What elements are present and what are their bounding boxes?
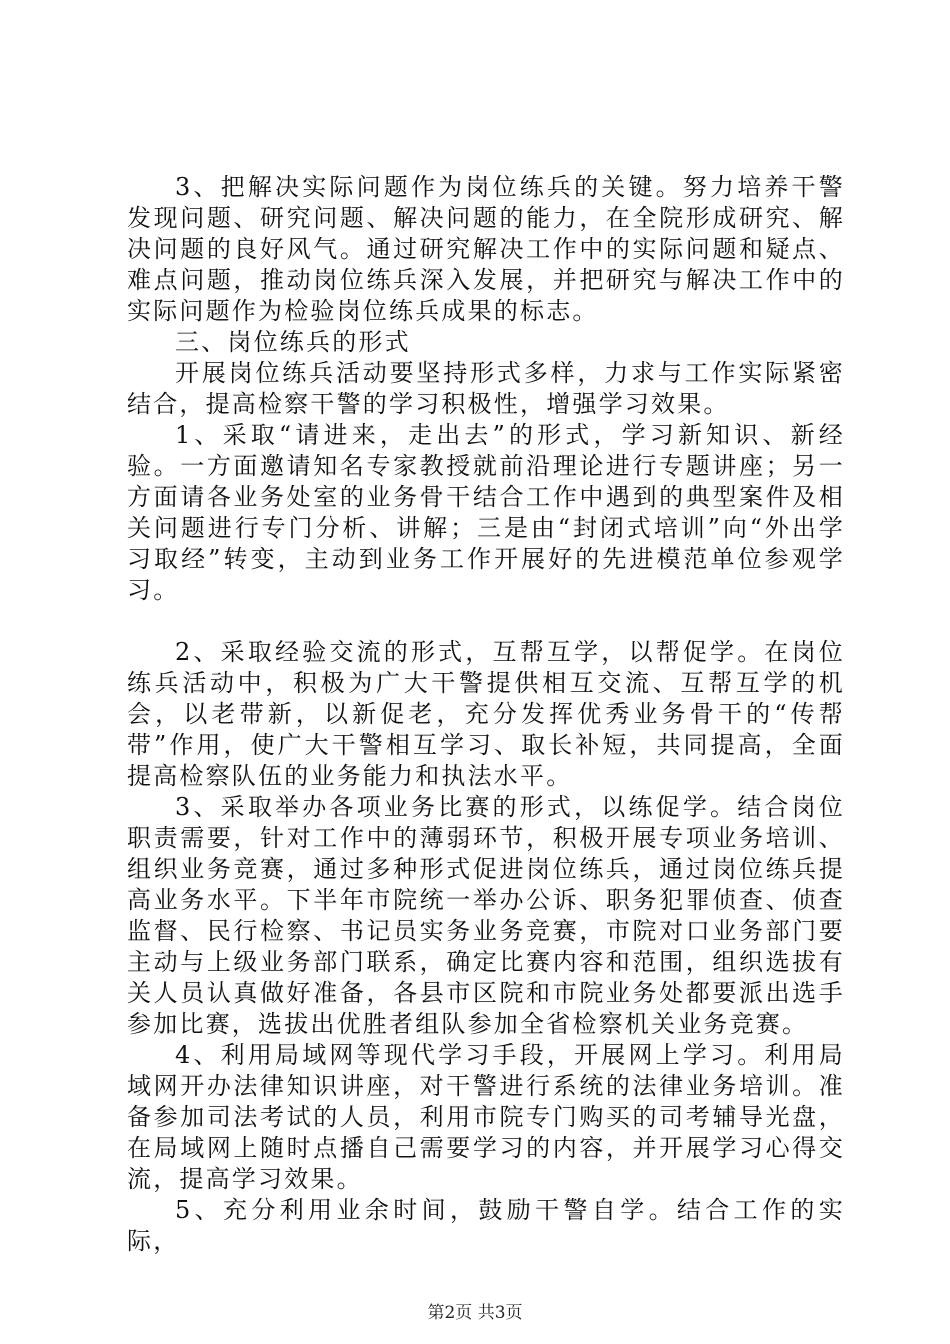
paragraph-online-learning: 4、利用局域网等现代学习手段，开展网上学习。利用局域网开办法律知识讲座，对干警进行系统的法律业务培训。准备参加司法考试的人员，利用市院专门购买的司考辅导光盘，在局域网上随时点播自己需要学习的内容，并开展学习心得交流，提高学习效果。 (127, 1041, 845, 1193)
page-number-footer: 第2页 共3页 (427, 1303, 523, 1323)
paragraph-forms-intro: 开展岗位练兵活动要坚持形式多样，力求与工作实际紧密结合，提高检察干警的学习积极性，增强学习效果。 (127, 359, 845, 418)
section-heading-training-forms: 三、岗位练兵的形式 (175, 328, 411, 356)
paragraph-experience-exchange: 2、采取经验交流的形式，互帮互学，以帮促学。在岗位练兵活动中，积极为广大干警提供相互交流、互帮互学的机会，以老带新，以新促老，充分发挥优秀业务骨干的“传帮带”作用，使广大干警相互学习、取长补短，共同提高，全面提高检察队伍的业务能力和执法水平。 (127, 638, 845, 790)
paragraph-key-practical-problems: 3、把解决实际问题作为岗位练兵的关键。努力培养干警发现问题、研究问题、解决问题的能力，在全院形成研究、解决问题的良好风气。通过研究解决工作中的实际问题和疑点、难点问题，推动岗位练兵深入发展，并把研究与解决工作中的实际问题作为检验岗位练兵成果的标志。 (127, 173, 845, 325)
paragraph-invite-and-go-out: 1、采取“请进来，走出去”的形式，学习新知识、新经验。一方面邀请知名专家教授就前沿理论进行专题讲座；另一方面请各业务处室的业务骨干结合工作中遇到的典型案件及相关问题进行专门分析、讲解；三是由“封闭式培训”向“外出学习取经”转变，主动到业务工作开展好的先进模范单位参观学习。 (127, 421, 845, 604)
paragraph-business-competitions: 3、采取举办各项业务比赛的形式，以练促学。结合岗位职责需要，针对工作中的薄弱环节，积极开展专项业务培训、组织业务竞赛，通过多种形式促进岗位练兵，通过岗位练兵提高业务水平。下半年市院统一举办公诉、职务犯罪侦查、侦查监督、民行检察、书记员实务业务竞赛，市院对口业务部门要主动与上级业务部门联系，确定比赛内容和范围，组织选拔有关人员认真做好准备，各县市区院和市院业务处都要派出选手参加比赛，选拔出优胜者组队参加全省检察机关业务竞赛。 (127, 793, 845, 1038)
document-body (127, 172, 845, 1257)
paragraph-self-study: 5、充分利用业余时间，鼓励干警自学。结合工作的实际， (127, 1196, 845, 1255)
